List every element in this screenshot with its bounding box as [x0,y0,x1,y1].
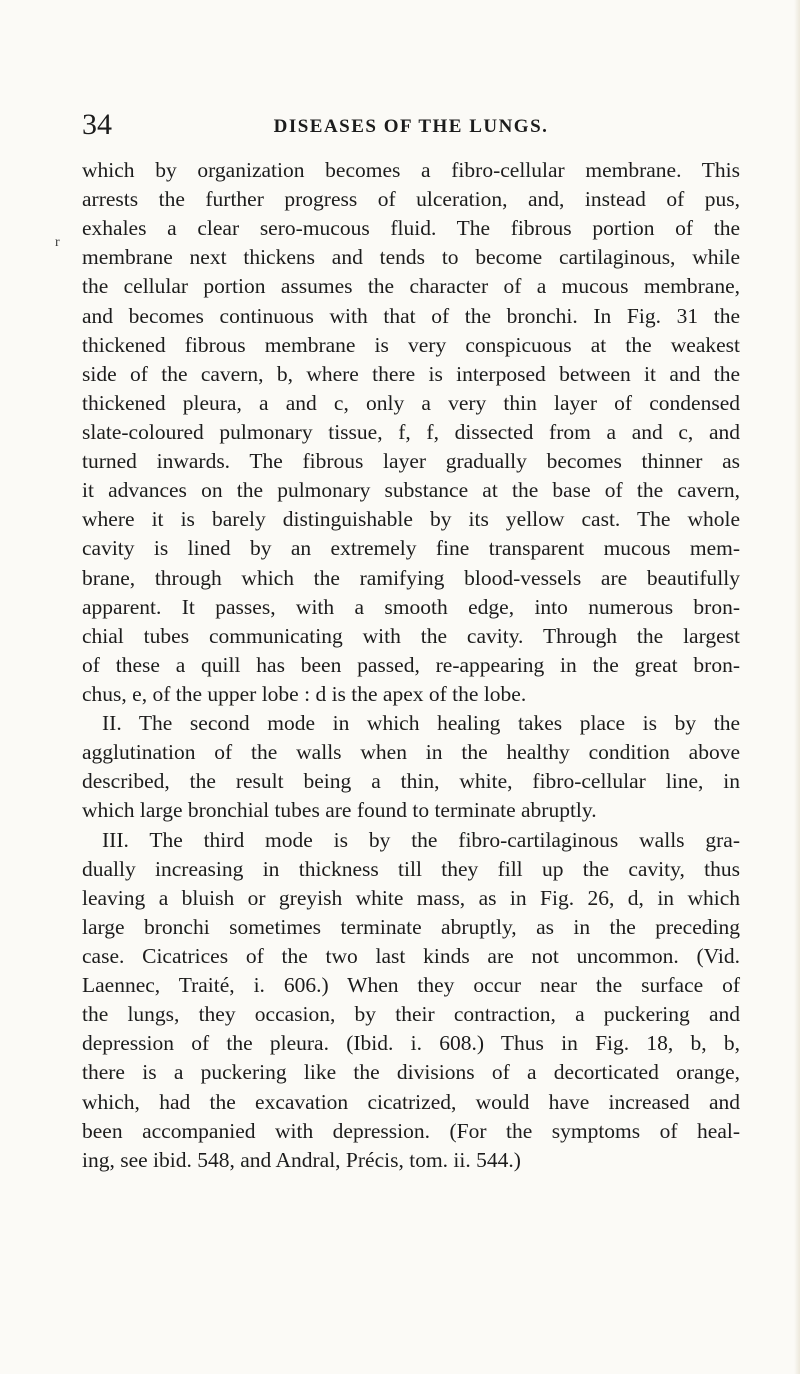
text-line: II. The second mode in which healing takes place is by the [102,711,740,736]
text-line: there is a puckering like the divisions of a decorticated orange, [82,1060,740,1085]
text-line: it advances on the pulmonary substance at the base of the cavern, [82,478,740,503]
text-line: apparent. It passes, with a smooth edge, into numerous bron- [82,594,740,619]
text-line: arrests the further progress of ulceration, and, instead of pus, [82,187,740,212]
text-line: ing, see ibid. 548, and Andral, Précis, tom. ii. 544.) [82,1147,521,1172]
text-line: chus, e, of the upper lobe : d is the apex of the lobe. [82,681,527,706]
text-line: which, had the excavation cicatrized, would have increased and [82,1089,740,1114]
text-line: which large bronchial tubes are found to terminate abruptly. [82,798,597,823]
text-line: case. Cicatrices of the two last kinds are not uncommon. (Vid. [82,943,740,968]
text-line: dually increasing in thickness till they fill up the cavity, thus [82,856,740,881]
text-line: large bronchi sometimes terminate abruptly, as in the preceding [82,914,740,939]
text-line: leaving a bluish or greyish white mass, as in Fig. 26, d, in which [82,885,740,910]
text-line: where it is barely distinguishable by its yellow cast. The whole [82,507,740,532]
margin-mark: r [55,235,60,250]
text-line: depression of the pleura. (Ibid. i. 608.) Thus in Fig. 18, b, b, [82,1031,740,1056]
text-line: chial tubes communicating with the cavity. Through the largest [82,623,740,648]
text-line: the lungs, they occasion, by their contraction, a puckering and [82,1002,740,1027]
text-line: exhales a clear sero-mucous fluid. The fibrous portion of the [82,216,740,241]
text-line: the cellular portion assumes the character of a mucous membrane, [82,274,740,299]
text-line: side of the cavern, b, where there is interposed between it and the [82,361,740,386]
text-line: agglutination of the walls when in the healthy condition above [82,740,740,765]
text-line: and becomes continuous with that of the bronchi. In Fig. 31 the [82,303,740,328]
text-line: cavity is lined by an extremely fine transparent mucous mem- [82,536,740,561]
text-line: described, the result being a thin, white, fibro-cellular line, in [82,769,740,794]
text-line: turned inwards. The fibrous layer gradually becomes thinner as [82,449,740,474]
text-line: thickened fibrous membrane is very conspicuous at the weakest [82,332,740,357]
text-line: of these a quill has been passed, re-appearing in the great bron- [82,652,740,677]
text-line: membrane next thickens and tends to become cartilaginous, while [82,245,740,270]
text-line: brane, through which the ramifying blood-vessels are beautifully [82,565,740,590]
page-edge-shadow [794,0,800,1374]
running-head [82,108,740,142]
text-line: Laennec, Traité, i. 606.) When they occur near the surface of [82,973,740,998]
text-line: been accompanied with depression. (For the symptoms of heal- [82,1118,740,1143]
text-line: III. The third mode is by the fibro-cartilaginous walls gra- [102,827,740,852]
running-title: DISEASES OF THE LUNGS. [273,116,549,137]
body-text [82,156,740,1175]
text-line: slate-coloured pulmonary tissue, f, f, dissected from a and c, and [82,419,740,444]
text-line: which by organization becomes a fibro-cellular membrane. This [82,158,740,182]
text-line: thickened pleura, a and c, only a very thin layer of condensed [82,390,740,415]
page-number: 34 [82,108,112,141]
